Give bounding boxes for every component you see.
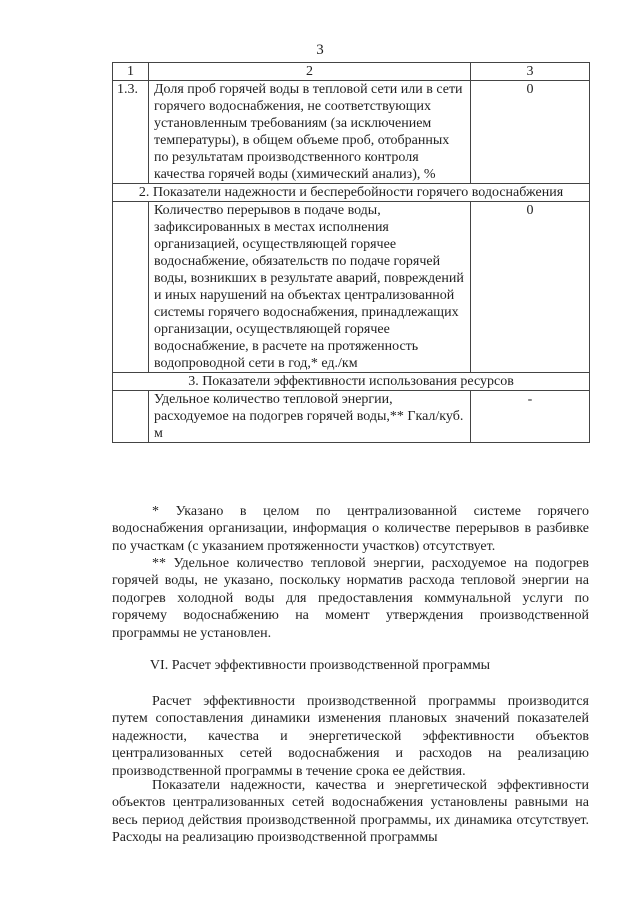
- paragraph-1: Расчет эффективности производственной программы производится путем сопоставления динамики изменения плановых значений показателей надежности, качества и энергетической эффективности объектов централизованных сетей водоснабжения и расходов на реализацию производственной программы в течение срока ее действия.: [112, 694, 589, 779]
- indicator-name: Удельное количество тепловой энергии, расходуемое на подогрев горячей воды,** Гкал/куб. м: [149, 391, 471, 443]
- table-section-row: [113, 373, 590, 391]
- indicator-value: -: [471, 391, 590, 443]
- paragraph-2: Показатели надежности, качества и энергетической эффективности объектов централизованных сетей водоснабжения установлены равными на весь период действия производственной программы, их динамика отсутствует. Расходы на реализацию производственной программы: [112, 778, 589, 846]
- indicator-value: 0: [471, 202, 590, 373]
- table-section-row: [113, 184, 590, 202]
- page-number: 3: [316, 42, 324, 58]
- row-number: 1.3.: [113, 81, 149, 184]
- table-row: [113, 391, 590, 443]
- table-row: [113, 81, 590, 184]
- footnote-1: * Указано в целом по централизованной системе горячего водоснабжения организации, информация о количестве перерывов в разбивке по участкам (с указанием протяженности участков) отсутствует.: [112, 504, 589, 554]
- row-number: [113, 391, 149, 443]
- section-heading: VI. Расчет эффективности производственной программы: [149, 658, 491, 673]
- table-header-cell: 2: [149, 63, 471, 81]
- footnote-2: ** Удельное количество тепловой энергии, расходуемое на подогрев горячей воды, не указано, поскольку норматив расхода тепловой энергии на подогрев холодной воды для предоставления коммунальной услуги по горячему водоснабжению на момент утверждения производственной программы не установлен.: [112, 556, 589, 641]
- indicator-name: Количество перерывов в подаче воды, зафиксированных в местах исполнения организацией, осуществляющей горячее водоснабжение, обязательств по подаче горячей воды, возникших в результате аварий, повреждений и иных нарушений на объектах централизованной системы горячего водоснабжения, принадлежащих организации, осуществляющей горячее водоснабжение, в расчете на протяженность водопроводной сети в год,* ед./км: [149, 202, 471, 373]
- section-title: 2. Показатели надежности и бесперебойности горячего водоснабжения: [113, 184, 590, 202]
- indicators-table: [112, 62, 590, 443]
- table-header-cell: 3: [471, 63, 590, 81]
- indicator-value: 0: [471, 81, 590, 184]
- indicator-name: Доля проб горячей воды в тепловой сети или в сети горячего водоснабжения, не соответствующих установленным требованиям (за исключением температуры), в общем объеме проб, отобранных по результатам производственного контроля качества горячей воды (химический анализ), %: [149, 81, 471, 184]
- row-number: [113, 202, 149, 373]
- table-header-cell: 1: [113, 63, 149, 81]
- table-row: [113, 202, 590, 373]
- table-header-row: [113, 63, 590, 81]
- section-title: 3. Показатели эффективности использования ресурсов: [113, 373, 590, 391]
